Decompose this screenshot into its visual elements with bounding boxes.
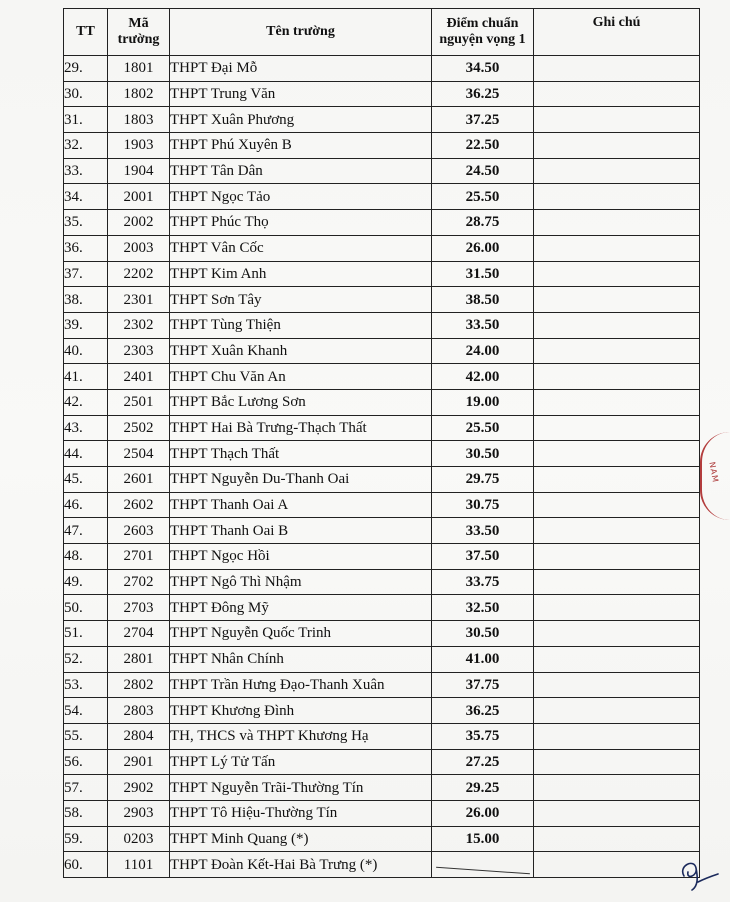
table-row (64, 646, 700, 672)
row-diem-chuan: 33.50 (432, 518, 534, 544)
row-ma-truong: 2502 (108, 415, 170, 441)
row-ghi-chu (534, 81, 700, 107)
row-ma-truong: 2702 (108, 569, 170, 595)
row-diem-chuan: 15.00 (432, 826, 534, 852)
row-ten-truong: THPT Kim Anh (170, 261, 432, 287)
row-ten-truong: THPT Thanh Oai B (170, 518, 432, 544)
row-ghi-chu (534, 544, 700, 570)
row-diem-chuan: 42.00 (432, 364, 534, 390)
row-diem-chuan: 26.00 (432, 800, 534, 826)
table-row (64, 441, 700, 467)
row-ghi-chu (534, 312, 700, 338)
row-ma-truong: 2603 (108, 518, 170, 544)
table-row (64, 184, 700, 210)
row-tt: 41. (64, 364, 108, 390)
row-tt: 42. (64, 389, 108, 415)
table-row (64, 595, 700, 621)
row-ten-truong: THPT Trần Hưng Đạo-Thanh Xuân (170, 672, 432, 698)
row-ma-truong: 1801 (108, 56, 170, 82)
row-tt: 58. (64, 800, 108, 826)
row-ma-truong: 2804 (108, 723, 170, 749)
table-row (64, 518, 700, 544)
row-diem-chuan: 37.25 (432, 107, 534, 133)
row-ma-truong: 2303 (108, 338, 170, 364)
row-ma-truong: 2202 (108, 261, 170, 287)
row-diem-chuan (432, 852, 534, 878)
table-row (64, 338, 700, 364)
row-tt: 32. (64, 133, 108, 159)
row-ma-truong: 1101 (108, 852, 170, 878)
row-tt: 38. (64, 287, 108, 313)
table-row (64, 312, 700, 338)
row-ghi-chu (534, 800, 700, 826)
row-tt: 49. (64, 569, 108, 595)
table-row (64, 569, 700, 595)
row-tt: 30. (64, 81, 108, 107)
row-diem-chuan: 38.50 (432, 287, 534, 313)
row-ten-truong: THPT Khương Đình (170, 698, 432, 724)
row-diem-chuan: 19.00 (432, 389, 534, 415)
row-ma-truong: 2001 (108, 184, 170, 210)
row-tt: 40. (64, 338, 108, 364)
row-ten-truong: THPT Chu Văn An (170, 364, 432, 390)
row-ghi-chu (534, 389, 700, 415)
table-row (64, 749, 700, 775)
row-ma-truong: 2003 (108, 235, 170, 261)
row-diem-chuan: 36.25 (432, 81, 534, 107)
table-row (64, 467, 700, 493)
row-diem-chuan: 22.50 (432, 133, 534, 159)
row-ma-truong: 0203 (108, 826, 170, 852)
table-row (64, 158, 700, 184)
row-ten-truong: THPT Nhân Chính (170, 646, 432, 672)
row-ten-truong: THPT Tô Hiệu-Thường Tín (170, 800, 432, 826)
table-row (64, 800, 700, 826)
row-ma-truong: 2803 (108, 698, 170, 724)
row-ma-truong: 2602 (108, 492, 170, 518)
table-row (64, 81, 700, 107)
row-diem-chuan: 26.00 (432, 235, 534, 261)
row-ten-truong: THPT Thạch Thất (170, 441, 432, 467)
row-ten-truong: THPT Ngọc Tảo (170, 184, 432, 210)
table-row (64, 698, 700, 724)
row-ghi-chu (534, 467, 700, 493)
row-ten-truong: THPT Lý Tử Tấn (170, 749, 432, 775)
row-ma-truong: 2802 (108, 672, 170, 698)
row-diem-chuan: 24.00 (432, 338, 534, 364)
row-ghi-chu (534, 364, 700, 390)
stamp-text: NAM (707, 461, 720, 484)
table-row (64, 210, 700, 236)
row-ghi-chu (534, 133, 700, 159)
row-diem-chuan: 25.50 (432, 415, 534, 441)
row-ma-truong: 2901 (108, 749, 170, 775)
row-ghi-chu (534, 492, 700, 518)
admission-score-table (63, 8, 700, 878)
row-ma-truong: 2801 (108, 646, 170, 672)
row-ten-truong: THPT Đông Mỹ (170, 595, 432, 621)
table-row (64, 107, 700, 133)
row-diem-chuan: 33.50 (432, 312, 534, 338)
row-ten-truong: THPT Trung Văn (170, 81, 432, 107)
row-tt: 54. (64, 698, 108, 724)
row-ma-truong: 2301 (108, 287, 170, 313)
table-row (64, 492, 700, 518)
row-tt: 53. (64, 672, 108, 698)
table-row (64, 261, 700, 287)
row-diem-chuan: 30.50 (432, 441, 534, 467)
row-ma-truong: 2401 (108, 364, 170, 390)
row-tt: 59. (64, 826, 108, 852)
row-ten-truong: THPT Hai Bà Trưng-Thạch Thất (170, 415, 432, 441)
row-diem-chuan: 34.50 (432, 56, 534, 82)
row-ghi-chu (534, 518, 700, 544)
row-ghi-chu (534, 852, 700, 878)
row-ten-truong: THPT Ngô Thì Nhậm (170, 569, 432, 595)
row-diem-chuan: 28.75 (432, 210, 534, 236)
row-diem-chuan: 29.25 (432, 775, 534, 801)
table-row (64, 389, 700, 415)
row-tt: 29. (64, 56, 108, 82)
row-ma-truong: 2902 (108, 775, 170, 801)
header-diem-chuan: Điểm chuẩn nguyện vọng 1 (432, 9, 534, 56)
row-ten-truong: THPT Phú Xuyên B (170, 133, 432, 159)
row-ma-truong: 2504 (108, 441, 170, 467)
row-diem-chuan: 25.50 (432, 184, 534, 210)
row-tt: 46. (64, 492, 108, 518)
row-ghi-chu (534, 415, 700, 441)
row-ma-truong: 1802 (108, 81, 170, 107)
table-row (64, 621, 700, 647)
table-row (64, 56, 700, 82)
row-diem-chuan: 27.25 (432, 749, 534, 775)
signature-mark (676, 852, 720, 896)
row-tt: 50. (64, 595, 108, 621)
row-tt: 44. (64, 441, 108, 467)
row-ten-truong: THPT Nguyễn Quốc Trinh (170, 621, 432, 647)
row-tt: 45. (64, 467, 108, 493)
row-diem-chuan: 29.75 (432, 467, 534, 493)
row-ghi-chu (534, 235, 700, 261)
row-diem-chuan: 24.50 (432, 158, 534, 184)
row-ghi-chu (534, 672, 700, 698)
row-ghi-chu (534, 107, 700, 133)
row-ghi-chu (534, 158, 700, 184)
row-ghi-chu (534, 723, 700, 749)
row-ma-truong: 2002 (108, 210, 170, 236)
table-row (64, 235, 700, 261)
row-diem-chuan: 32.50 (432, 595, 534, 621)
row-ma-truong: 2701 (108, 544, 170, 570)
row-ten-truong: THPT Bắc Lương Sơn (170, 389, 432, 415)
row-ten-truong: THPT Phúc Thọ (170, 210, 432, 236)
header-ma-truong: Mã trường (108, 9, 170, 56)
row-tt: 34. (64, 184, 108, 210)
row-ma-truong: 2302 (108, 312, 170, 338)
table-row (64, 826, 700, 852)
empty-score-dash (436, 867, 530, 875)
row-ma-truong: 2903 (108, 800, 170, 826)
row-tt: 35. (64, 210, 108, 236)
row-ghi-chu (534, 621, 700, 647)
row-ten-truong: THPT Thanh Oai A (170, 492, 432, 518)
row-ma-truong: 2704 (108, 621, 170, 647)
row-ten-truong: THPT Vân Cốc (170, 235, 432, 261)
row-ghi-chu (534, 184, 700, 210)
row-ghi-chu (534, 749, 700, 775)
row-ghi-chu (534, 56, 700, 82)
row-ten-truong: THPT Minh Quang (*) (170, 826, 432, 852)
row-ten-truong: THPT Tân Dân (170, 158, 432, 184)
header-ten-truong: Tên trường (170, 9, 432, 56)
row-diem-chuan: 41.00 (432, 646, 534, 672)
row-ghi-chu (534, 569, 700, 595)
row-diem-chuan: 31.50 (432, 261, 534, 287)
row-ghi-chu (534, 826, 700, 852)
header-ghi-chu: Ghi chú (534, 9, 700, 56)
row-ten-truong: THPT Xuân Phương (170, 107, 432, 133)
table-row (64, 723, 700, 749)
row-ma-truong: 1803 (108, 107, 170, 133)
row-ma-truong: 2703 (108, 595, 170, 621)
table-row (64, 672, 700, 698)
row-ghi-chu (534, 210, 700, 236)
row-tt: 37. (64, 261, 108, 287)
row-ghi-chu (534, 338, 700, 364)
row-ma-truong: 2501 (108, 389, 170, 415)
row-ma-truong: 1904 (108, 158, 170, 184)
table-header-row (64, 9, 700, 56)
table-row (64, 852, 700, 878)
table-row (64, 364, 700, 390)
row-ten-truong: THPT Ngọc Hồi (170, 544, 432, 570)
row-ma-truong: 2601 (108, 467, 170, 493)
row-ghi-chu (534, 441, 700, 467)
row-diem-chuan: 36.25 (432, 698, 534, 724)
table-row (64, 775, 700, 801)
row-ghi-chu (534, 646, 700, 672)
row-tt: 31. (64, 107, 108, 133)
row-ghi-chu (534, 775, 700, 801)
row-diem-chuan: 37.75 (432, 672, 534, 698)
row-ten-truong: THPT Đại Mỗ (170, 56, 432, 82)
row-tt: 51. (64, 621, 108, 647)
row-ten-truong: THPT Xuân Khanh (170, 338, 432, 364)
row-ghi-chu (534, 287, 700, 313)
row-ten-truong: TH, THCS và THPT Khương Hạ (170, 723, 432, 749)
row-tt: 56. (64, 749, 108, 775)
table-row (64, 287, 700, 313)
row-tt: 43. (64, 415, 108, 441)
row-diem-chuan: 35.75 (432, 723, 534, 749)
table-body (64, 56, 700, 878)
row-diem-chuan: 30.50 (432, 621, 534, 647)
row-ma-truong: 1903 (108, 133, 170, 159)
row-diem-chuan: 30.75 (432, 492, 534, 518)
row-tt: 52. (64, 646, 108, 672)
row-tt: 36. (64, 235, 108, 261)
row-tt: 33. (64, 158, 108, 184)
row-tt: 55. (64, 723, 108, 749)
row-tt: 57. (64, 775, 108, 801)
header-tt: TT (64, 9, 108, 56)
row-diem-chuan: 37.50 (432, 544, 534, 570)
row-tt: 48. (64, 544, 108, 570)
row-ten-truong: THPT Nguyễn Du-Thanh Oai (170, 467, 432, 493)
row-tt: 47. (64, 518, 108, 544)
row-ten-truong: THPT Tùng Thiện (170, 312, 432, 338)
table-row (64, 544, 700, 570)
row-tt: 39. (64, 312, 108, 338)
row-ghi-chu (534, 261, 700, 287)
row-ghi-chu (534, 595, 700, 621)
row-ten-truong: THPT Đoàn Kết-Hai Bà Trưng (*) (170, 852, 432, 878)
row-ghi-chu (534, 698, 700, 724)
row-ten-truong: THPT Nguyễn Trãi-Thường Tín (170, 775, 432, 801)
row-tt: 60. (64, 852, 108, 878)
table-row (64, 133, 700, 159)
table-row (64, 415, 700, 441)
row-diem-chuan: 33.75 (432, 569, 534, 595)
row-ten-truong: THPT Sơn Tây (170, 287, 432, 313)
